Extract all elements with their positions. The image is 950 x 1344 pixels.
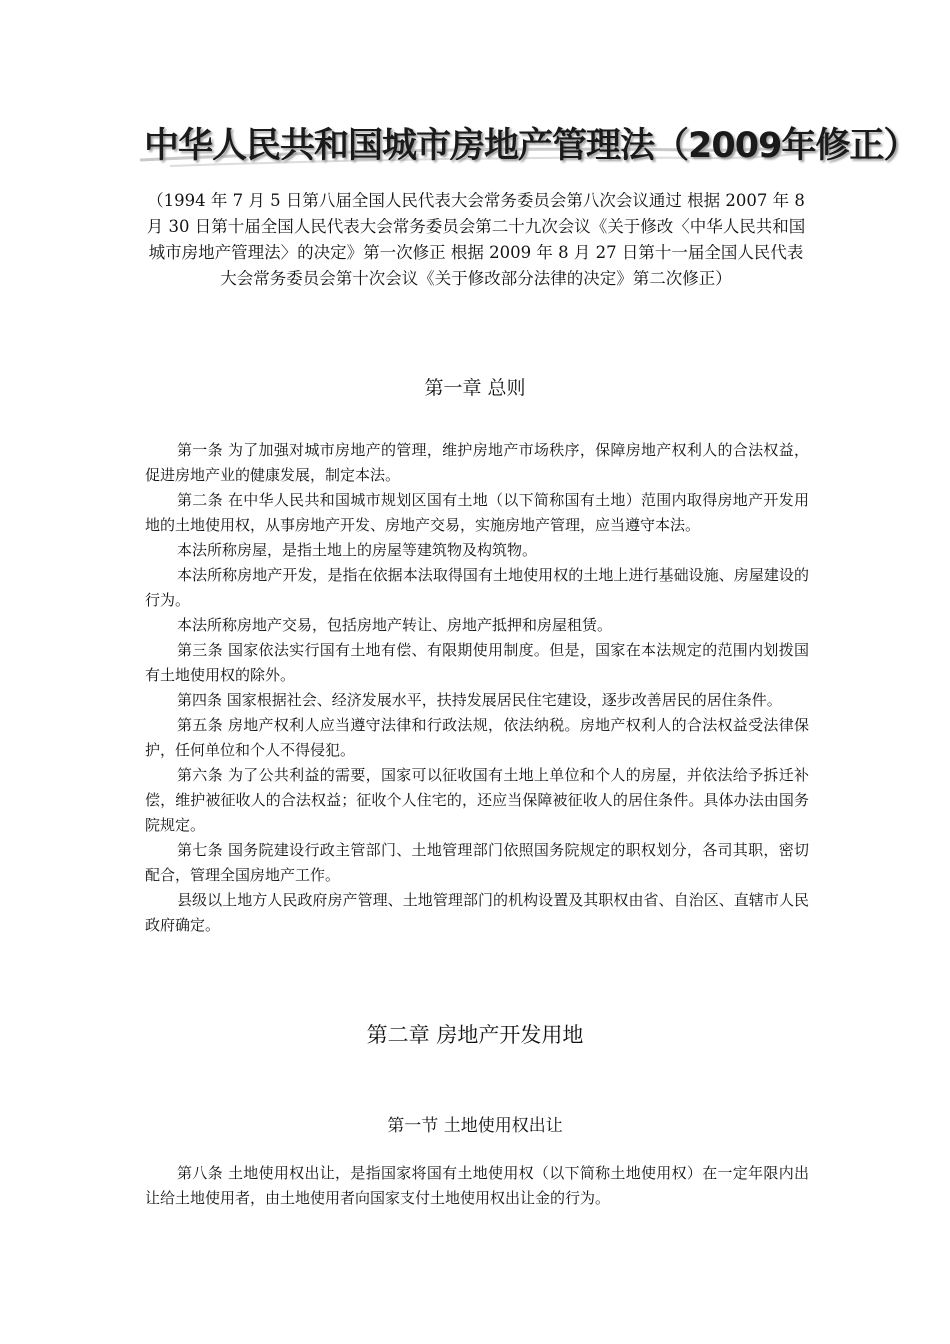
article-paragraph: 第一条 为了加强对城市房地产的管理，维护房地产市场秩序，保障房地产权利人的合法权益，促进房地产业的健康发展，制定本法。 <box>145 441 809 484</box>
article-paragraph: 第六条 为了公共利益的需要，国家可以征收国有土地上单位和个人的房屋，并依法给予拆迁补偿，维护被征收人的合法权益；征收个人住宅的，还应当保障被征收人的居住条件。具体办法由国务院规定。 <box>145 766 809 834</box>
article-paragraph: 本法所称房屋，是指土地上的房屋等建筑物及构筑物。 <box>177 541 538 559</box>
article-paragraph: 本法所称房地产交易，包括房地产转让、房地产抵押和房屋租赁。 <box>177 616 613 634</box>
chapter-2-heading: 第二章 房地产开发用地 <box>366 1023 584 1047</box>
article-paragraph: 第八条 土地使用权出让，是指国家将国有土地使用权（以下简称土地使用权）在一定年限内出让给土地使用者，由土地使用者向国家支付土地使用权出让金的行为。 <box>145 1164 809 1207</box>
title-banner <box>130 112 918 172</box>
document-title: 中华人民共和国城市房地产管理法（2009年修正） <box>144 126 918 166</box>
article-paragraph: 第七条 国务院建设行政主管部门、土地管理部门依照国务院规定的职权划分，各司其职，密切配合，管理全国房地产工作。 <box>145 841 809 884</box>
article-paragraph: 本法所称房地产开发，是指在依据本法取得国有土地使用权的土地上进行基础设施、房屋建设的行为。 <box>145 566 809 609</box>
section-1-heading: 第一节 土地使用权出让 <box>387 1116 563 1136</box>
article-paragraph: 第五条 房地产权利人应当遵守法律和行政法规，依法纳税。房地产权利人的合法权益受法律保护，任何单位和个人不得侵犯。 <box>145 716 809 759</box>
article-paragraph: 县级以上地方人民政府房产管理、土地管理部门的机构设置及其职权由省、自治区、直辖市人民政府确定。 <box>145 891 809 934</box>
chapter-1-heading: 第一章 总则 <box>424 377 526 399</box>
article-paragraph: 第三条 国家依法实行国有土地有偿、有限期使用制度。但是，国家在本法规定的范围内划拨国有土地使用权的除外。 <box>145 641 809 684</box>
document-preamble: （1994 年 7 月 5 日第八届全国人民代表大会常务委员会第八次会议通过 根据 2007 年 8 月 30 日第十届全国人民代表大会常务委员会第二十九次会议《关于修改〈中华人民共和国城市房地产管理法〉的决定》第一次修正 根据 2009 年 8 月 27 日第十一届全国人民代表大会常务委员会第十次会议《关于修改部分法律的决定》第二次修正） <box>146 191 806 288</box>
article-paragraph: 第四条 国家根据社会、经济发展水平，扶持发展居民住宅建设，逐步改善居民的居住条件。 <box>177 691 782 709</box>
chapter-1-body <box>145 438 809 938</box>
section-1-body <box>145 1161 809 1211</box>
article-paragraph: 第二条 在中华人民共和国城市规划区国有土地（以下简称国有土地）范围内取得房地产开发用地的土地使用权，从事房地产开发、房地产交易，实施房地产管理，应当遵守本法。 <box>145 491 809 534</box>
